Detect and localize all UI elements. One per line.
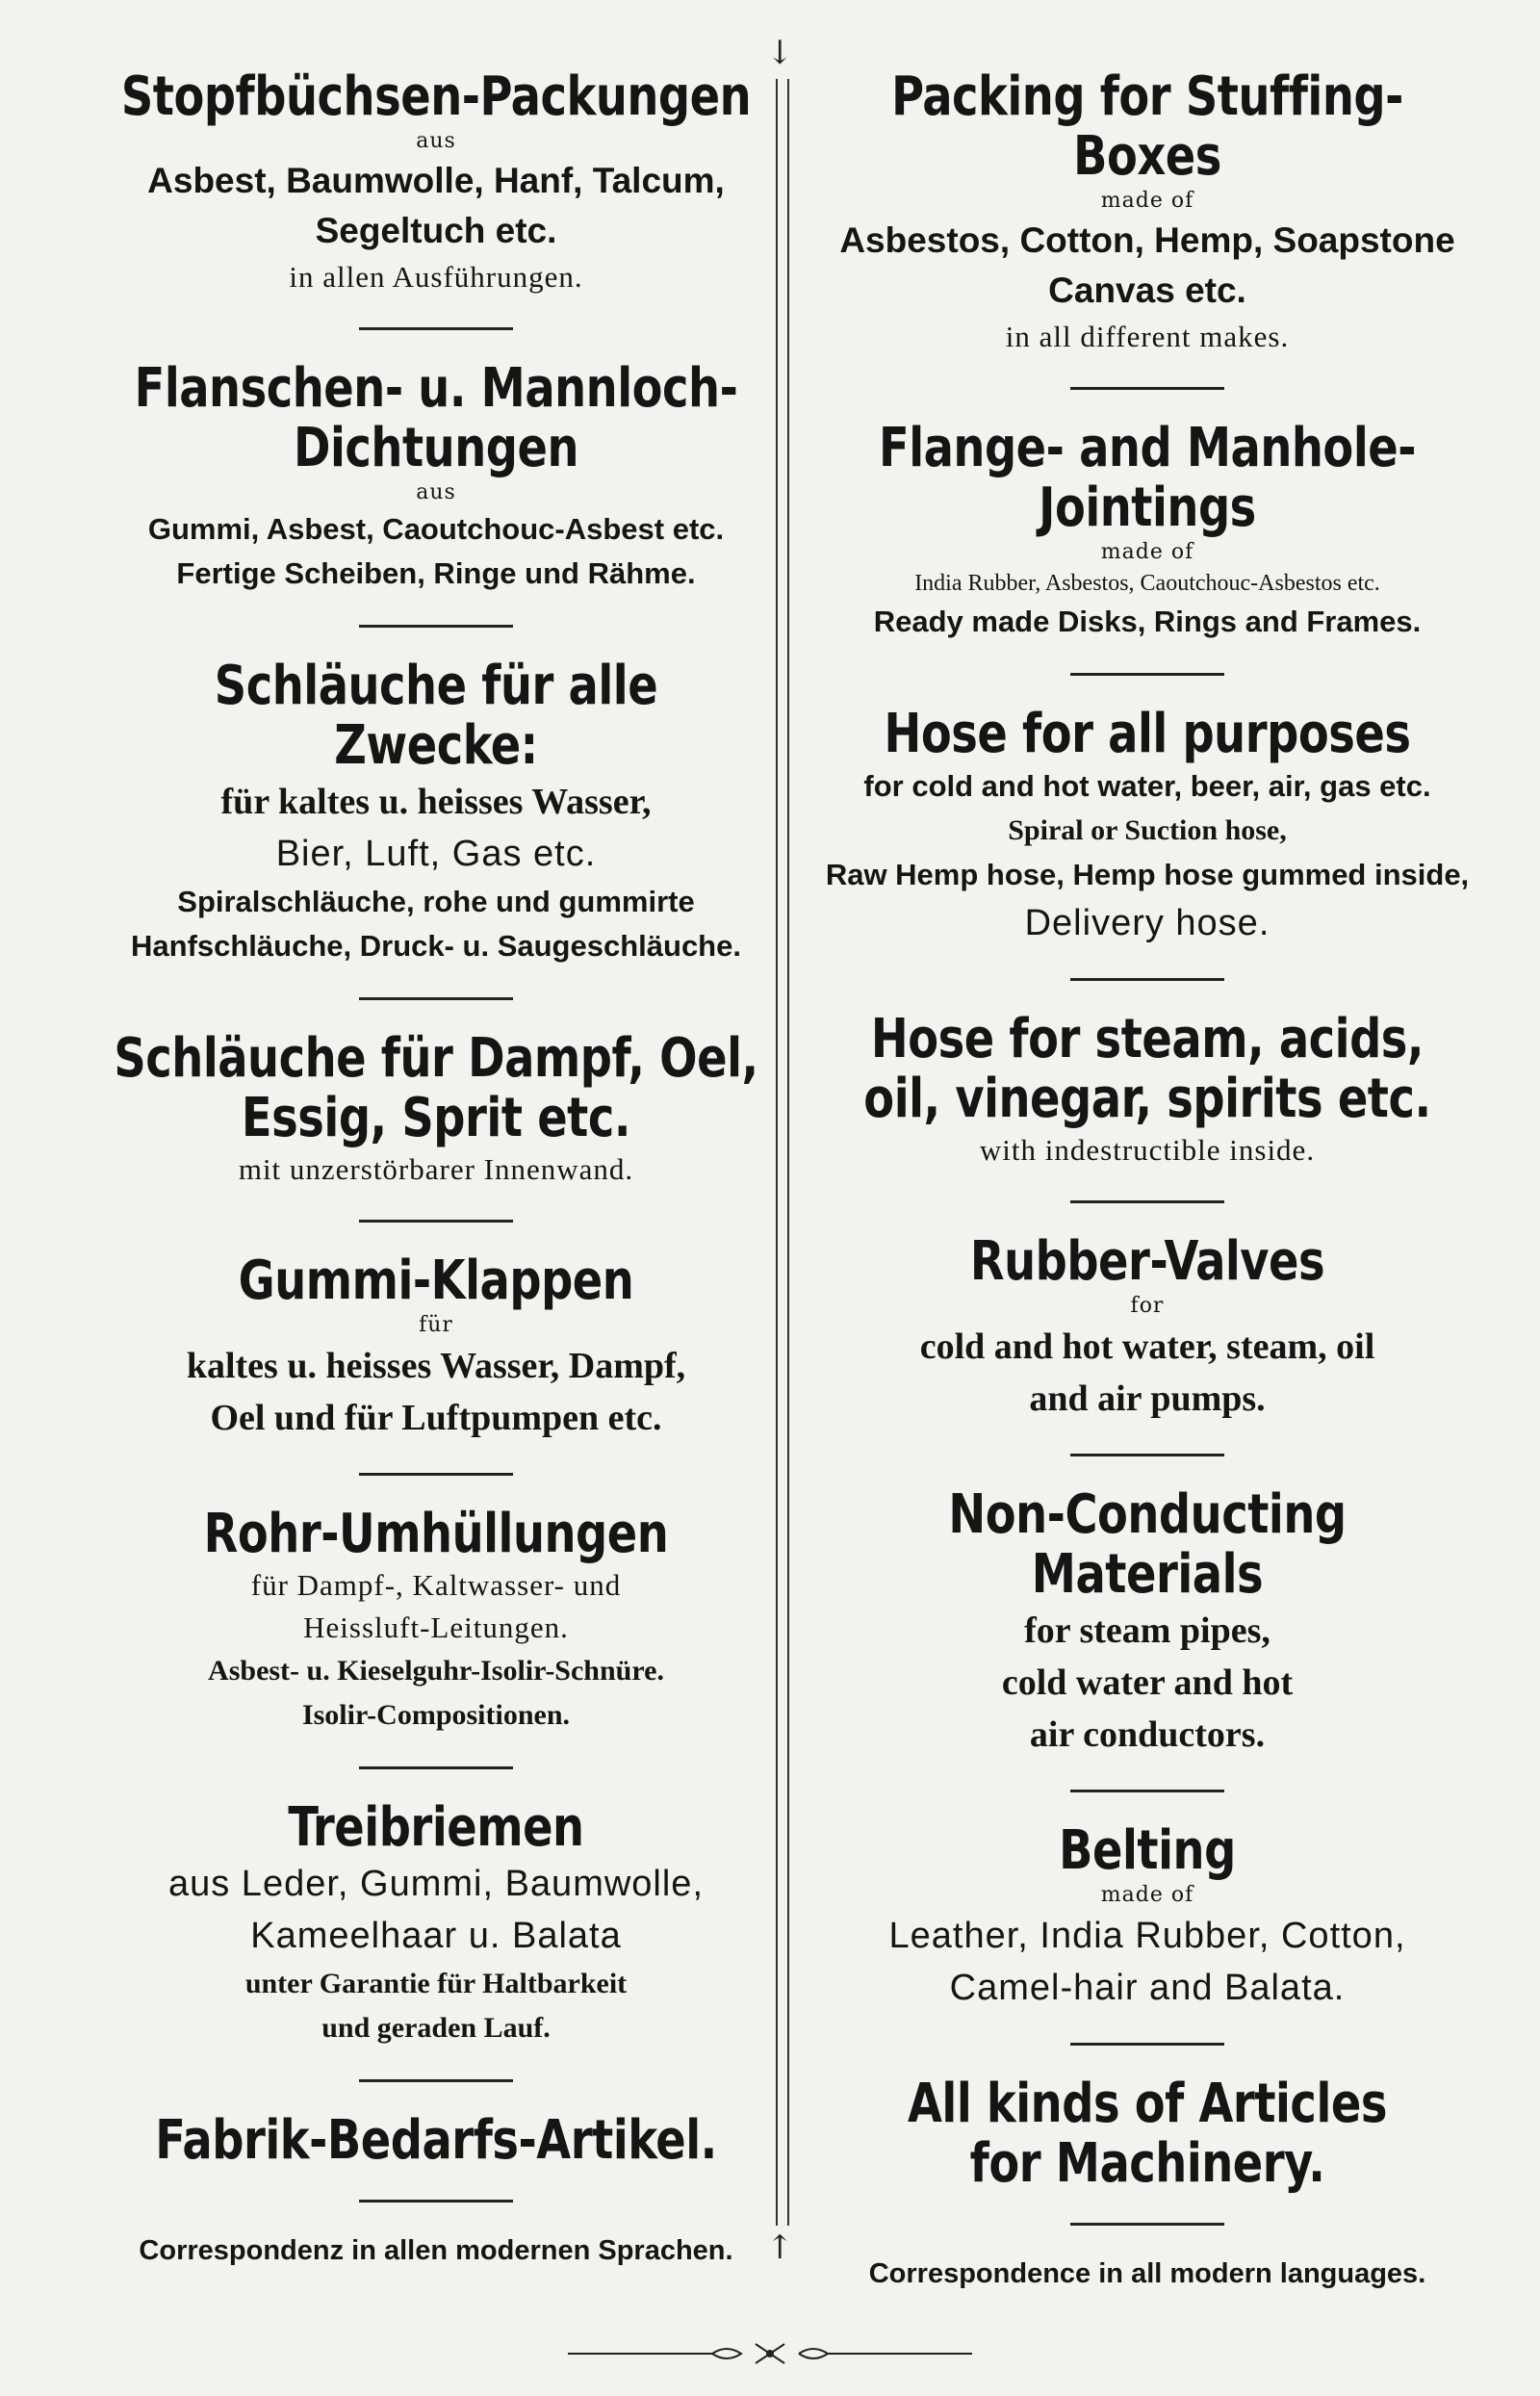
section-stuffing-box-packing-de — [85, 67, 787, 298]
section-divider — [359, 1766, 513, 1769]
detail-line: Hanfschläuche, Druck- u. Saugeschläuche. — [131, 929, 741, 963]
section-divider — [359, 2079, 513, 2082]
detail-line: Kameelhaar u. Balata — [250, 1916, 622, 1956]
section-hose-all-purposes-de — [85, 657, 787, 968]
connector-word: für — [419, 1313, 453, 1337]
section-divider — [359, 327, 513, 330]
connector-word: made of — [1100, 1883, 1194, 1907]
detail-line: Raw Hemp hose, Hemp hose gummed inside, — [825, 858, 1470, 891]
materials-line: Segeltuch etc. — [315, 211, 557, 250]
ornament-flourish-icon — [568, 2339, 972, 2368]
section-divider — [1070, 1454, 1224, 1456]
section-hose-all-purposes-en — [801, 705, 1494, 949]
section-heading: for Machinery. — [969, 2132, 1325, 2195]
section-heading: Belting — [1059, 1819, 1236, 1882]
detail-line: for cold and hot water, beer, air, gas etc. — [863, 769, 1431, 803]
materials-line: Asbest, Baumwolle, Hanf, Talcum, — [147, 161, 725, 200]
section-divider — [359, 2200, 513, 2203]
detail-line: und geraden Lauf. — [321, 2012, 551, 2044]
section-heading: Hose for steam, acids, — [870, 1008, 1424, 1070]
column-divider — [776, 79, 789, 2226]
materials-line: Fertige Scheiben, Ringe und Rähme. — [176, 556, 696, 590]
detail-line: unter Garantie für Haltbarkeit — [244, 1968, 628, 1999]
detail-line: kaltes u. heisses Wasser, Dampf, — [186, 1346, 686, 1386]
section-heading: Rohr-Umhüllungen — [203, 1503, 669, 1565]
section-divider — [359, 1473, 513, 1476]
connector-word: aus — [416, 480, 456, 504]
section-divider — [1070, 673, 1224, 676]
detail-line: with indestructible inside. — [979, 1133, 1316, 1167]
section-heading: Flanschen- u. Mannloch- — [134, 357, 738, 420]
section-hose-steam-de — [85, 1029, 787, 1191]
section-divider — [1070, 387, 1224, 390]
materials-line: Canvas etc. — [1048, 271, 1246, 310]
detail-line: cold water and hot — [1001, 1662, 1294, 1703]
detail-line: Asbest- u. Kieselguhr-Isolir-Schnüre. — [208, 1655, 664, 1687]
connector-word: aus — [416, 129, 456, 153]
detail-line: Isolir-Compositionen. — [301, 1699, 571, 1731]
detail-line: Leather, India Rubber, Cotton, — [888, 1916, 1406, 1956]
section-heading: Packing for Stuffing-Boxes — [891, 65, 1403, 188]
connector-word: for — [1130, 1294, 1165, 1318]
section-non-conducting-en — [801, 1485, 1494, 1761]
section-belting-en — [801, 1821, 1494, 2014]
detail-line: Bier, Luft, Gas etc. — [275, 834, 597, 874]
section-divider — [1070, 2223, 1224, 2226]
materials-line: India Rubber, Asbestos, Caoutchouc-Asbestos etc. — [914, 571, 1380, 596]
section-divider — [1070, 1790, 1224, 1792]
section-heading: Flange- and Manhole- — [878, 417, 1417, 479]
section-machinery-articles-en — [801, 2074, 1494, 2194]
section-heading: Dichtungen — [293, 417, 579, 479]
section-heading: Hose for all purposes — [884, 703, 1411, 765]
detail-line: Camel-hair and Balata. — [949, 1968, 1346, 2008]
arrow-down-icon: ↓ — [766, 34, 794, 72]
detail-line: für kaltes u. heisses Wasser, — [220, 782, 652, 822]
connector-word: made of — [1100, 189, 1194, 213]
correspondence-note: Correspondenz in allen modernen Sprachen. — [139, 2235, 733, 2266]
detail-line: for steam pipes, — [1024, 1610, 1270, 1651]
detail-line: Heissluft-Leitungen. — [303, 1610, 569, 1644]
section-divider — [1070, 978, 1224, 981]
detail-line: mit unzerstörbarer Innenwand. — [238, 1152, 634, 1186]
section-flange-jointings-en — [801, 419, 1494, 644]
german-column — [85, 67, 787, 2270]
detail-line: in all different makes. — [1005, 320, 1290, 353]
section-heading: Schläuche für Dampf, Oel, — [114, 1027, 758, 1090]
section-flange-jointings-de — [85, 359, 787, 596]
section-heading: Jointings — [1039, 477, 1256, 539]
section-heading: Essig, Sprit etc. — [241, 1087, 631, 1149]
section-stuffing-box-packing-en — [801, 67, 1494, 358]
materials-line: Gummi, Asbest, Caoutchouc-Asbest etc. — [147, 512, 725, 546]
section-heading: oil, vinegar, spirits etc. — [863, 1068, 1431, 1130]
detail-line: für Dampf-, Kaltwasser- und — [250, 1568, 622, 1602]
section-heading: Schläuche für alle Zwecke: — [214, 655, 658, 777]
detail-line: cold and hot water, steam, oil — [919, 1327, 1375, 1367]
section-heading: Fabrik-Bedarfs-Artikel. — [155, 2109, 717, 2172]
correspondence-note: Correspondence in all modern languages. — [868, 2258, 1426, 2289]
detail-line: air conductors. — [1029, 1714, 1266, 1755]
section-divider — [359, 997, 513, 1000]
section-heading: All kinds of Articles — [908, 2073, 1387, 2135]
section-heading: Treibriemen — [288, 1796, 584, 1859]
section-divider — [1070, 2043, 1224, 2046]
arrow-up-icon: ↑ — [766, 2229, 794, 2267]
connector-word: made of — [1100, 540, 1194, 564]
section-rubber-valves-de — [85, 1251, 787, 1444]
detail-line: in allen Ausführungen. — [289, 260, 583, 294]
section-hose-steam-en — [801, 1010, 1494, 1172]
detail-line: Spiral or Suction hose, — [1008, 814, 1287, 846]
section-divider — [359, 1220, 513, 1223]
detail-line: and air pumps. — [1029, 1378, 1266, 1419]
detail-line: aus Leder, Gummi, Baumwolle, — [167, 1864, 704, 1904]
detail-line: Oel und für Luftpumpen etc. — [210, 1398, 662, 1438]
section-divider — [359, 625, 513, 628]
section-pipe-coverings-de — [85, 1505, 787, 1738]
section-rubber-valves-en — [801, 1232, 1494, 1425]
section-heading: Stopfbüchsen-Packungen — [120, 65, 752, 128]
materials-line: Asbestos, Cotton, Hemp, Soapstone — [839, 220, 1455, 260]
detail-line: Spiralschläuche, rohe und gummirte — [177, 885, 695, 918]
section-heading: Non-Conducting Materials — [948, 1483, 1347, 1606]
section-belting-de — [85, 1798, 787, 2050]
section-heading: Rubber-Valves — [969, 1230, 1325, 1293]
detail-line: Delivery hose. — [1024, 903, 1270, 943]
section-heading: Gummi-Klappen — [238, 1250, 634, 1312]
section-factory-supplies-de — [85, 2111, 787, 2171]
materials-line: Ready made Disks, Rings and Frames. — [873, 605, 1422, 638]
english-column — [801, 67, 1494, 2293]
section-divider — [1070, 1200, 1224, 1203]
